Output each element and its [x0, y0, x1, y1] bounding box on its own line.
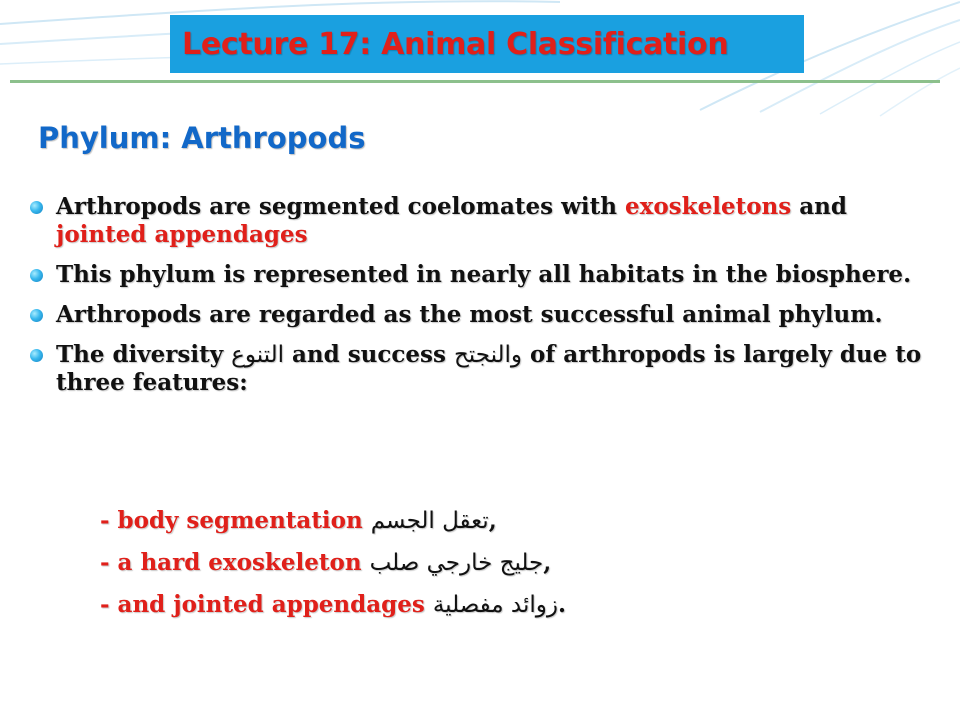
feature-text: - a hard exoskeleton	[100, 549, 370, 576]
bullet-text: Arthropods are regarded as the most successful animal phylum.	[56, 301, 883, 328]
bullet-text: The diversity	[56, 341, 232, 368]
title-divider	[10, 80, 940, 83]
feature-item-segmentation	[100, 500, 566, 542]
arabic-term: التنوع	[231, 342, 284, 368]
slide-title: Lecture 17: Animal Classification	[182, 26, 729, 62]
bullet-dot-icon	[30, 349, 43, 362]
feature-item-exoskeleton	[100, 542, 566, 584]
bullet-text: Arthropods are segmented coelomates with	[56, 193, 625, 220]
arabic-term: والنجتح	[453, 342, 523, 368]
bullet-text: and	[791, 193, 847, 220]
bullet-list	[30, 193, 945, 409]
feature-item-appendages	[100, 584, 566, 626]
bullet-item-diversity	[30, 341, 945, 397]
feature-list	[100, 500, 566, 626]
bullet-text: of arthropods is largely due to three features:	[56, 341, 922, 396]
feature-text: - body segmentation	[100, 507, 371, 534]
arabic-term: زوائد مفصلية	[432, 592, 559, 618]
bullet-dot-icon	[30, 201, 43, 214]
bullet-dot-icon	[30, 269, 43, 282]
feature-punct: ,	[488, 507, 497, 534]
slide-subtitle: Phylum: Arthropods	[38, 121, 366, 155]
bullet-item-exoskeleton	[30, 193, 945, 249]
feature-punct: .	[558, 591, 567, 618]
bullet-dot-icon	[30, 309, 43, 322]
feature-punct: ,	[543, 549, 552, 576]
feature-text: - and jointed appendages	[100, 591, 433, 618]
title-banner	[170, 15, 804, 73]
highlight-term: exoskeletons	[625, 193, 792, 220]
arabic-term: تعقل الجسم	[370, 508, 489, 534]
bullet-text: This phylum is represented in nearly all habitats in the biosphere.	[56, 261, 912, 288]
arabic-term: جليج خارجي صلب	[369, 550, 544, 576]
bullet-text: and success	[284, 341, 454, 368]
bullet-item-successful	[30, 301, 945, 329]
bullet-item-habitats	[30, 261, 945, 289]
highlight-term: jointed appendages	[56, 221, 308, 248]
